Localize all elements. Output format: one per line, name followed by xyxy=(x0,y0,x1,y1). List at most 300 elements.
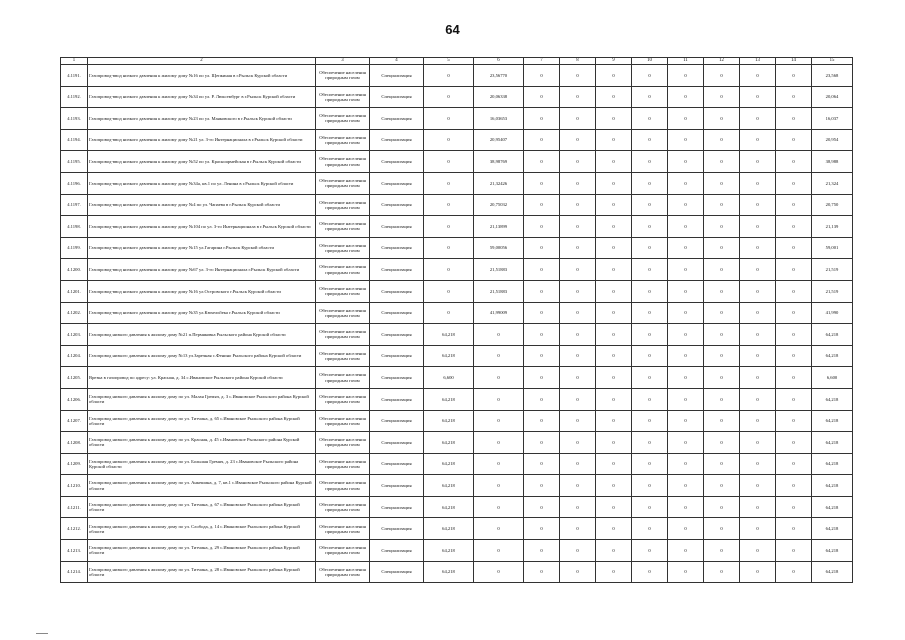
value-cell: 0 xyxy=(776,237,812,259)
value-cell: 0 xyxy=(668,237,704,259)
value-cell: 0 xyxy=(740,172,776,194)
header-row xyxy=(61,58,853,65)
value-cell: 0 xyxy=(424,65,474,87)
purpose-cell: Обеспечение населения природным газом xyxy=(316,540,370,562)
value-cell: 0 xyxy=(524,561,560,583)
value-cell: 64,218 xyxy=(424,540,474,562)
value-cell: 0 xyxy=(704,367,740,389)
value-cell: 0 xyxy=(704,518,740,540)
value-cell: 0 xyxy=(474,367,524,389)
purpose-cell: Обеспечение населения природным газом xyxy=(316,216,370,238)
value-cell: 0 xyxy=(704,280,740,302)
value-cell: 0 xyxy=(776,367,812,389)
value-cell: 0 xyxy=(632,172,668,194)
value-cell: 64,218 xyxy=(424,432,474,454)
value-cell: 0 xyxy=(596,129,632,151)
value-cell: 0 xyxy=(632,194,668,216)
value-cell: 0 xyxy=(596,65,632,87)
total-cell: 64,218 xyxy=(812,475,853,497)
value-cell: 0 xyxy=(524,172,560,194)
value-cell: 0 xyxy=(560,432,596,454)
value-cell: 0 xyxy=(596,151,632,173)
value-cell: 0 xyxy=(668,259,704,281)
value-cell: 0 xyxy=(740,324,776,346)
header-cell: 8 xyxy=(560,58,596,65)
row-number-cell: 4.1201. xyxy=(61,280,88,302)
header-cell: 1 xyxy=(61,58,88,65)
value-cell: 0 xyxy=(776,324,812,346)
header-cell: 3 xyxy=(316,58,370,65)
value-cell: 0 xyxy=(560,388,596,410)
value-cell: 0 xyxy=(474,496,524,518)
value-cell: 0 xyxy=(668,86,704,108)
object-name-cell: Газопровод-ввод низкого давления к жилому дому №4 по ул. Чапаева в г.Рыльск Курской области xyxy=(88,194,316,216)
row-number-cell: 4.1212. xyxy=(61,518,88,540)
value-cell: 0 xyxy=(740,194,776,216)
program-table xyxy=(60,57,853,583)
value-cell: 0 xyxy=(668,453,704,475)
value-cell: 0 xyxy=(632,86,668,108)
value-cell: 0 xyxy=(668,65,704,87)
value-cell: 0 xyxy=(632,410,668,432)
total-cell: 38,988 xyxy=(812,151,853,173)
total-cell: 20,064 xyxy=(812,86,853,108)
type-cell: Специализация xyxy=(370,237,424,259)
purpose-cell: Обеспечение населения природным газом xyxy=(316,86,370,108)
row-number-cell: 4.1203. xyxy=(61,324,88,346)
purpose-cell: Обеспечение населения природным газом xyxy=(316,237,370,259)
value-cell: 0 xyxy=(632,388,668,410)
value-cell: 0 xyxy=(632,237,668,259)
object-name-cell: Газопровод-ввод низкого давления к жилому дому №67 ул. 3-го Интернационала г.Рыльск Курской области xyxy=(88,259,316,281)
value-cell: 0 xyxy=(668,388,704,410)
value-cell: 0 xyxy=(632,65,668,87)
value-cell: 0 xyxy=(524,388,560,410)
total-cell: 21,519 xyxy=(812,280,853,302)
row-number-cell: 4.1197. xyxy=(61,194,88,216)
header-cell: 11 xyxy=(668,58,704,65)
total-cell: 21,519 xyxy=(812,259,853,281)
value-cell: 0 xyxy=(632,561,668,583)
row-number-cell: 4.1211. xyxy=(61,496,88,518)
value-cell: 0 xyxy=(474,324,524,346)
table-row xyxy=(61,172,853,194)
value-cell: 0 xyxy=(668,561,704,583)
value-cell: 0 xyxy=(704,410,740,432)
total-cell: 64,218 xyxy=(812,388,853,410)
value-cell: 0 xyxy=(596,561,632,583)
purpose-cell: Обеспечение населения природным газом xyxy=(316,65,370,87)
value-cell: 0 xyxy=(560,216,596,238)
table-row xyxy=(61,518,853,540)
value-cell: 16,03653 xyxy=(474,108,524,130)
value-cell: 0 xyxy=(560,280,596,302)
purpose-cell: Обеспечение населения природным газом xyxy=(316,410,370,432)
object-name-cell: Газопровод низкого давления к жилому дому по ул. Красная, д. 45 с.Ивановское Рыльского района Курской области xyxy=(88,432,316,454)
value-cell: 0 xyxy=(776,453,812,475)
value-cell: 0 xyxy=(424,86,474,108)
value-cell: 0 xyxy=(632,540,668,562)
header-cell: 9 xyxy=(596,58,632,65)
value-cell: 0 xyxy=(668,151,704,173)
purpose-cell: Обеспечение населения природным газом xyxy=(316,453,370,475)
value-cell: 0 xyxy=(474,518,524,540)
value-cell: 0 xyxy=(740,367,776,389)
total-cell: 20,954 xyxy=(812,129,853,151)
value-cell: 0 xyxy=(740,561,776,583)
purpose-cell: Обеспечение населения природным газом xyxy=(316,259,370,281)
value-cell: 64,218 xyxy=(424,496,474,518)
type-cell: Специализация xyxy=(370,129,424,151)
row-number-cell: 4.1200. xyxy=(61,259,88,281)
value-cell: 0 xyxy=(776,388,812,410)
value-cell: 0 xyxy=(740,65,776,87)
row-number-cell: 4.1213. xyxy=(61,540,88,562)
value-cell: 0 xyxy=(424,216,474,238)
value-cell: 21,51883 xyxy=(474,259,524,281)
header-cell: 12 xyxy=(704,58,740,65)
value-cell: 0 xyxy=(596,259,632,281)
value-cell: 0 xyxy=(740,432,776,454)
value-cell: 0 xyxy=(668,280,704,302)
value-cell: 64,218 xyxy=(424,410,474,432)
value-cell: 0 xyxy=(524,129,560,151)
total-cell: 21,324 xyxy=(812,172,853,194)
purpose-cell: Обеспечение населения природным газом xyxy=(316,367,370,389)
table-row xyxy=(61,151,853,173)
value-cell: 0 xyxy=(524,280,560,302)
type-cell: Специализация xyxy=(370,496,424,518)
header-cell: 15 xyxy=(812,58,853,65)
table-body xyxy=(61,58,853,583)
header-cell: 2 xyxy=(88,58,316,65)
value-cell: 0 xyxy=(424,108,474,130)
value-cell: 0 xyxy=(524,216,560,238)
value-cell: 0 xyxy=(560,194,596,216)
value-cell: 20,75032 xyxy=(474,194,524,216)
value-cell: 0 xyxy=(704,151,740,173)
value-cell: 0 xyxy=(704,259,740,281)
value-cell: 0 xyxy=(424,194,474,216)
value-cell: 0 xyxy=(596,216,632,238)
table-row xyxy=(61,280,853,302)
value-cell: 0 xyxy=(776,410,812,432)
value-cell: 0 xyxy=(596,540,632,562)
value-cell: 0 xyxy=(560,65,596,87)
total-cell: 64,218 xyxy=(812,518,853,540)
type-cell: Специализация xyxy=(370,280,424,302)
value-cell: 0 xyxy=(474,410,524,432)
page-number: 64 xyxy=(445,22,460,37)
object-name-cell: Газопровод низкого давления к жилому дому №13 ул.Заречная с.Фенино Рыльского района Курской области xyxy=(88,345,316,367)
value-cell: 0 xyxy=(704,453,740,475)
value-cell: 0 xyxy=(524,410,560,432)
value-cell: 0 xyxy=(560,108,596,130)
value-cell: 0 xyxy=(524,345,560,367)
value-cell: 0 xyxy=(560,475,596,497)
value-cell: 0 xyxy=(704,302,740,324)
value-cell: 0 xyxy=(524,518,560,540)
value-cell: 0 xyxy=(704,345,740,367)
table-row xyxy=(61,561,853,583)
value-cell: 0 xyxy=(474,345,524,367)
value-cell: 0 xyxy=(668,216,704,238)
value-cell: 0 xyxy=(424,237,474,259)
value-cell: 0 xyxy=(596,496,632,518)
value-cell: 0 xyxy=(776,172,812,194)
value-cell: 0 xyxy=(668,172,704,194)
header-cell: 6 xyxy=(474,58,524,65)
total-cell: 64,218 xyxy=(812,453,853,475)
value-cell: 0 xyxy=(740,410,776,432)
total-cell: 64,218 xyxy=(812,410,853,432)
type-cell: Специализация xyxy=(370,388,424,410)
type-cell: Специализация xyxy=(370,410,424,432)
value-cell: 0 xyxy=(560,151,596,173)
value-cell: 0 xyxy=(740,496,776,518)
value-cell: 0 xyxy=(704,108,740,130)
value-cell: 0 xyxy=(668,432,704,454)
value-cell: 0 xyxy=(632,302,668,324)
value-cell: 0 xyxy=(560,518,596,540)
value-cell: 0 xyxy=(560,86,596,108)
value-cell: 0 xyxy=(632,453,668,475)
value-cell: 0 xyxy=(668,496,704,518)
value-cell: 0 xyxy=(740,86,776,108)
row-number-cell: 4.1202. xyxy=(61,302,88,324)
row-number-cell: 4.1210. xyxy=(61,475,88,497)
value-cell: 0 xyxy=(560,410,596,432)
value-cell: 0 xyxy=(560,453,596,475)
value-cell: 0 xyxy=(474,453,524,475)
value-cell: 0 xyxy=(524,194,560,216)
value-cell: 64,218 xyxy=(424,324,474,346)
row-number-cell: 4.1199. xyxy=(61,237,88,259)
header-cell: 14 xyxy=(776,58,812,65)
value-cell: 0 xyxy=(560,345,596,367)
value-cell: 0 xyxy=(704,388,740,410)
type-cell: Специализация xyxy=(370,367,424,389)
total-cell: 59,001 xyxy=(812,237,853,259)
purpose-cell: Обеспечение населения природным газом xyxy=(316,475,370,497)
value-cell: 0 xyxy=(668,108,704,130)
value-cell: 0 xyxy=(632,129,668,151)
value-cell: 64,218 xyxy=(424,475,474,497)
value-cell: 0 xyxy=(474,561,524,583)
value-cell: 0 xyxy=(740,518,776,540)
row-number-cell: 4.1206. xyxy=(61,388,88,410)
value-cell: 0 xyxy=(776,129,812,151)
value-cell: 0 xyxy=(424,259,474,281)
value-cell: 0 xyxy=(632,432,668,454)
value-cell: 0 xyxy=(704,172,740,194)
value-cell: 0 xyxy=(668,367,704,389)
value-cell: 0 xyxy=(632,475,668,497)
total-cell: 41,990 xyxy=(812,302,853,324)
type-cell: Специализация xyxy=(370,302,424,324)
value-cell: 64,218 xyxy=(424,345,474,367)
value-cell: 0 xyxy=(776,65,812,87)
value-cell: 0 xyxy=(524,432,560,454)
table-row xyxy=(61,410,853,432)
value-cell: 0 xyxy=(424,172,474,194)
total-cell: 64,218 xyxy=(812,561,853,583)
total-cell: 64,218 xyxy=(812,432,853,454)
value-cell: 0 xyxy=(596,453,632,475)
header-cell: 13 xyxy=(740,58,776,65)
value-cell: 0 xyxy=(560,540,596,562)
value-cell: 0 xyxy=(524,151,560,173)
value-cell: 0 xyxy=(668,475,704,497)
purpose-cell: Обеспечение населения природным газом xyxy=(316,172,370,194)
purpose-cell: Обеспечение населения природным газом xyxy=(316,518,370,540)
total-cell: 23,568 xyxy=(812,65,853,87)
header-cell: 7 xyxy=(524,58,560,65)
type-cell: Специализация xyxy=(370,453,424,475)
value-cell: 0 xyxy=(524,496,560,518)
value-cell: 0 xyxy=(668,324,704,346)
value-cell: 0 xyxy=(524,475,560,497)
value-cell: 0 xyxy=(740,237,776,259)
value-cell: 0 xyxy=(560,561,596,583)
value-cell: 0 xyxy=(776,194,812,216)
value-cell: 0 xyxy=(524,540,560,562)
value-cell: 0 xyxy=(474,475,524,497)
object-name-cell: Врезка в газопровод по адресу: ул. Красная, д. 34 с.Ивановское Рыльского района Курской области xyxy=(88,367,316,389)
value-cell: 0 xyxy=(596,324,632,346)
value-cell: 23,56770 xyxy=(474,65,524,87)
value-cell: 0 xyxy=(776,151,812,173)
value-cell: 0 xyxy=(596,302,632,324)
table-row xyxy=(61,65,853,87)
value-cell: 0 xyxy=(632,216,668,238)
total-cell: 64,218 xyxy=(812,496,853,518)
table-row xyxy=(61,259,853,281)
value-cell: 0 xyxy=(424,151,474,173)
value-cell: 0 xyxy=(668,410,704,432)
object-name-cell: Газопровод низкого давления к жилому дому по ул. Анкешина, д. 7, кв.1 с.Ивановское Рыльского района Курской области xyxy=(88,475,316,497)
value-cell: 0 xyxy=(596,518,632,540)
value-cell: 0 xyxy=(776,432,812,454)
object-name-cell: Газопровод низкого давления к жилому дому по ул. Большая Гремяч, д. 23 с.Ивановское Рыльского района Курской области xyxy=(88,453,316,475)
value-cell: 21,32426 xyxy=(474,172,524,194)
type-cell: Специализация xyxy=(370,540,424,562)
value-cell: 0 xyxy=(632,345,668,367)
value-cell: 0 xyxy=(776,259,812,281)
value-cell: 0 xyxy=(424,129,474,151)
value-cell: 0 xyxy=(776,496,812,518)
object-name-cell: Газопровод низкого давления к жилому дому по ул. Титчина, д. 65 с.Ивановское Рыльского района Курской области xyxy=(88,410,316,432)
table-row xyxy=(61,86,853,108)
value-cell: 0 xyxy=(704,194,740,216)
value-cell: 0 xyxy=(668,518,704,540)
row-number-cell: 4.1194. xyxy=(61,129,88,151)
value-cell: 0 xyxy=(524,453,560,475)
value-cell: 0 xyxy=(596,367,632,389)
type-cell: Специализация xyxy=(370,216,424,238)
value-cell: 0 xyxy=(776,280,812,302)
value-cell: 21,51883 xyxy=(474,280,524,302)
value-cell: 0 xyxy=(704,65,740,87)
row-number-cell: 4.1205. xyxy=(61,367,88,389)
object-name-cell: Газопровод-ввод низкого давления к жилому дому №35 ул.Кюхельбека г.Рыльск Курской области xyxy=(88,302,316,324)
value-cell: 0 xyxy=(524,259,560,281)
object-name-cell: Газопровод-ввод низкого давления к жилому дому №104 по ул. 3-го Интернационала в г.Рыльск Курской области xyxy=(88,216,316,238)
value-cell: 0 xyxy=(776,108,812,130)
purpose-cell: Обеспечение населения природным газом xyxy=(316,151,370,173)
value-cell: 64,218 xyxy=(424,453,474,475)
value-cell: 0 xyxy=(740,129,776,151)
row-number-cell: 4.1192. xyxy=(61,86,88,108)
table-row xyxy=(61,129,853,151)
row-number-cell: 4.1191. xyxy=(61,65,88,87)
purpose-cell: Обеспечение населения природным газом xyxy=(316,388,370,410)
value-cell: 0 xyxy=(632,259,668,281)
table-row xyxy=(61,496,853,518)
table-row xyxy=(61,388,853,410)
value-cell: 0 xyxy=(704,86,740,108)
value-cell: 0 xyxy=(704,432,740,454)
object-name-cell: Газопровод-ввод низкого давления к жилому дому №16 ул.Островского г.Рыльск Курской области xyxy=(88,280,316,302)
value-cell: 0 xyxy=(596,86,632,108)
value-cell: 0 xyxy=(776,475,812,497)
value-cell: 0 xyxy=(560,259,596,281)
object-name-cell: Газопровод-ввод низкого давления к жилому дому №34а, кв.1 по ул. Ленина в г.Рыльск Курской области xyxy=(88,172,316,194)
value-cell: 0 xyxy=(632,151,668,173)
value-cell: 0 xyxy=(776,540,812,562)
row-number-cell: 4.1196. xyxy=(61,172,88,194)
value-cell: 0 xyxy=(704,216,740,238)
total-cell: 21,139 xyxy=(812,216,853,238)
row-number-cell: 4.1198. xyxy=(61,216,88,238)
value-cell: 0 xyxy=(560,172,596,194)
value-cell: 0 xyxy=(668,540,704,562)
value-cell: 0 xyxy=(632,324,668,346)
purpose-cell: Обеспечение населения природным газом xyxy=(316,280,370,302)
value-cell: 0 xyxy=(740,302,776,324)
value-cell: 0 xyxy=(632,496,668,518)
header-cell: 10 xyxy=(632,58,668,65)
value-cell: 0 xyxy=(524,367,560,389)
table-row xyxy=(61,540,853,562)
object-name-cell: Газопровод-ввод низкого давления к жилому дому №23 по ул. Маяковского в г.Рыльск Курской области xyxy=(88,108,316,130)
value-cell: 59,00056 xyxy=(474,237,524,259)
value-cell: 0 xyxy=(776,518,812,540)
value-cell: 0 xyxy=(596,172,632,194)
purpose-cell: Обеспечение населения природным газом xyxy=(316,324,370,346)
purpose-cell: Обеспечение населения природным газом xyxy=(316,345,370,367)
object-name-cell: Газопровод низкого давления к жилому дому по ул. Титчина, д. 29 с.Ивановское Рыльского района Курской области xyxy=(88,540,316,562)
row-number-cell: 4.1193. xyxy=(61,108,88,130)
value-cell: 0 xyxy=(740,108,776,130)
type-cell: Специализация xyxy=(370,259,424,281)
value-cell: 0 xyxy=(524,108,560,130)
object-name-cell: Газопровод-ввод низкого давления к жилому дому №52 по ул. Красноармейская в г.Рыльск Курской области xyxy=(88,151,316,173)
value-cell: 0 xyxy=(524,237,560,259)
type-cell: Специализация xyxy=(370,65,424,87)
value-cell: 0 xyxy=(632,367,668,389)
type-cell: Специализация xyxy=(370,475,424,497)
table-row xyxy=(61,432,853,454)
value-cell: 0 xyxy=(560,496,596,518)
total-cell: 16,037 xyxy=(812,108,853,130)
type-cell: Специализация xyxy=(370,518,424,540)
value-cell: 0 xyxy=(704,475,740,497)
row-number-cell: 4.1195. xyxy=(61,151,88,173)
value-cell: 0 xyxy=(524,65,560,87)
page-edge-mark xyxy=(36,633,48,634)
value-cell: 0 xyxy=(474,540,524,562)
